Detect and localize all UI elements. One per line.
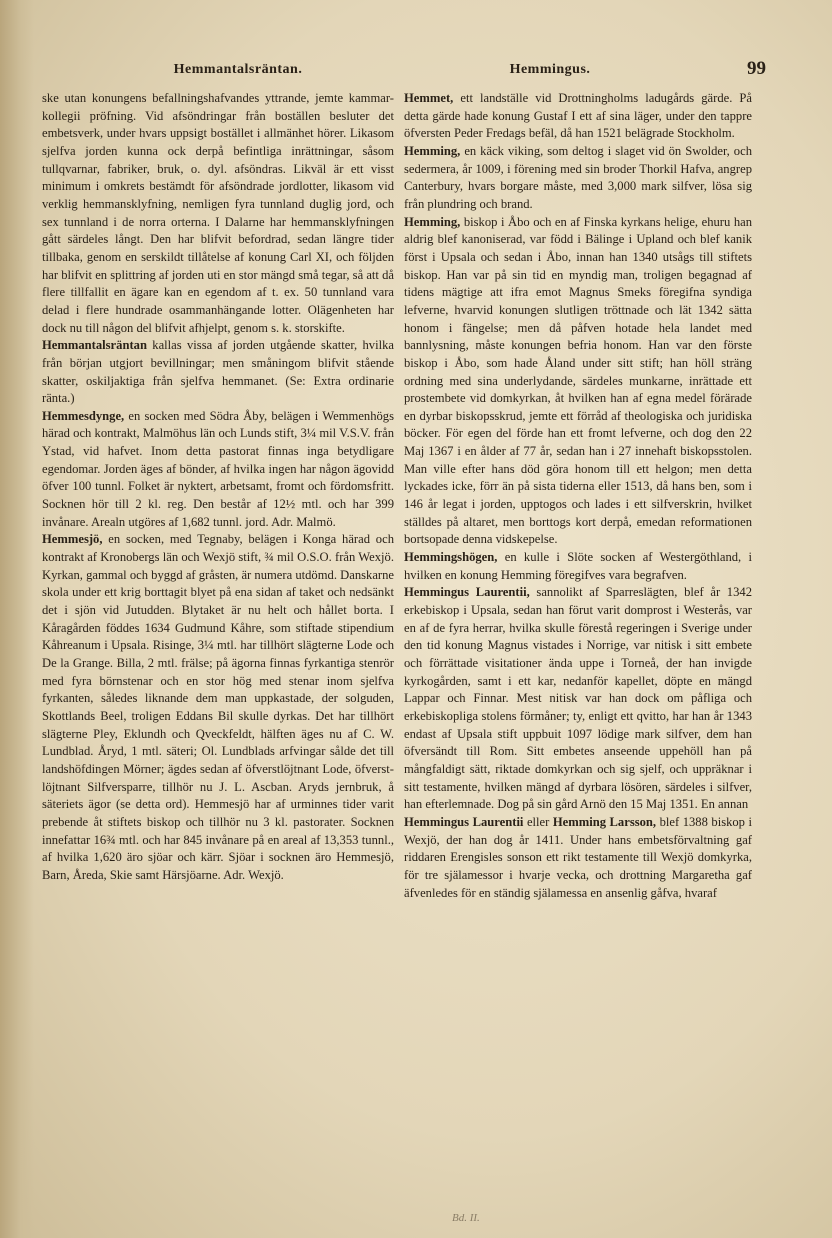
entry-headword: Hemmingshögen, bbox=[404, 550, 498, 565]
right-column bbox=[404, 90, 752, 902]
entry-headword: Hemming, bbox=[404, 143, 461, 158]
page-number: 99 bbox=[747, 58, 766, 79]
entry-text: ett landställe vid Drottningholms ladugårds gärde. På detta gärde hade konung Gustaf I ett af sina läger, under den tappre öfversten Peder Fredags befäl, då han 1521 belägrade Stockholm. bbox=[404, 91, 752, 141]
entry-headword-alt: Hemming Larsson, bbox=[552, 814, 657, 829]
entry-hemmet bbox=[404, 90, 752, 143]
entry-headword: Hemmantalsräntan bbox=[42, 338, 147, 353]
entry-hemming-larsson bbox=[404, 814, 752, 902]
entry-text: biskop i Åbo och en af Finska kyrkans helige, ehuru han aldrig blef kanoniserad, var född i Bälinge i Upland och blef kanik först i Upsala och sedan i Åbo, innan han 1340 utsågs till stiftets biskop. Han var på sin tid en myndig man, troligen begagnad af tidens mägtige att ifra emot Magnus Smeks föregifna syndiga lefverne, hvarvid konungen slutligen tröttnade och lät 1342 sätta honom i fängelse; men då påfven hotade hela landet med bannlysning, måste konungen befria honom. Han var den förste biskop i Åbo, som hade Åland under sitt stift; han höll sträng ordning med sina underlydande, särdeles munkarne, inrättade ett prostembete vid domkyrkan, åt hvilken han af egna medel förärade en dyrbar biskopsskrud, jemte ett förråd af theologiska och juridiska böcker. För egen del förde han ett fromt lefverne, och dog den 22 Maj 1367 i en ålder af 77 år, sedan han i 27 innehaft biskopsstolen. Man ville efter hans död göra honom till ett helgon; men detta lyckades icke, förr än på sista tiderna eller 1513, då hans ben, som i 146 år legat i jorden, upptogos och lades i ett silfverskrin, hvilket ställdes på altaret, men borttogs kort derpå, emedan reformationen bortsopade denna vidskepelse. bbox=[404, 214, 752, 547]
entry-text: ske utan konungens befallningshafvandes yttrande, jemte kammar-kollegii pröfning. Vid afsöndringar från boställen besluter det embetsverk, under hvars uppsigt bostället i allmänhet hörer. Likasom sjelfva jorden kunna ock derpå befintliga inrättningar, såsom tullqvarnar, fabriker, bruk, o. dyl. afsöndras. Likväl är ett visst minimum i omkrets bestämdt för afsöndrade jordlotter, likasom vid verklig hemmansklyfning, nemligen fyra tunnland duglig jord, och sex tunnland i de norra orterna. I Dalarne har hemmansklyfningen gått särdeles långt. Den har blifvit befordrad, sedan längre tider tillbaka, genom en serskildt tillåtelse af konung Carl XI, och följden har blifvit en splittring af jorden uti en stor mängd små tegar, så att då flere tillfallit en ägare kan en egendom af t. ex. 50 tunnland vara delad i flere hundrade osammanhängande lotter. Olägenheten har dock nu till någon del blifvit afhjelpt, genom s. k. storskifte. bbox=[42, 91, 394, 335]
entry-headword: Hemming, bbox=[404, 214, 461, 229]
entry-headword: Hemmingus Laurentii bbox=[404, 814, 524, 829]
entry-text: sannolikt af Sparreslägten, blef år 1342 erkebiskop i Upsala, sedan han förut varit domprost i Westerås, var en af de fyra herrar, hvilka skulle förestå regeringen i Sverige under den tid konung Magnus vistades i Norrige, var nitisk i sitt embete och förrättade visitationer ända uppe i Torneå, der han invigde kyrkogården, samt i ett kar, nedanför kapellet, döpte en mängd Lappar och Finnar. Mest nitisk var han dock om påfliga och erkebiskopliga stolens förmåner; ty, enligt ett qvitto, har han år 1343 endast af Upsala stift uppbuit 1097 lödige mark silfver, dem han öfversändt till Rom. Sitt embetes anseende uppehöll han på mångfaldigt sätt, riktade domkyrkan och sig sjelf, och uppräknar i sitt testamente, hvilken mängd af dyrbara lösören, särdeles i silfver, han efterlemnade. Dog på sin gård Arnö den 15 Maj 1351. En annan bbox=[404, 585, 752, 812]
page-spine-shadow bbox=[0, 0, 34, 1238]
entry-headword: Hemmesjö, bbox=[42, 532, 103, 547]
library-stamp: Bd. II. bbox=[452, 1212, 480, 1224]
running-head-right: Hemmingus. bbox=[509, 62, 591, 77]
entry-text: en socken, med Tegnaby, belägen i Konga härad och kontrakt af Kronobergs län och Wexjö stift, ¾ mil O.S.O. från Wexjö. Kyrkan, gammal och byggd af gråsten, är numera utdömd. Danskarne skola under ett krig borttagit blyet på ena sidan af taket och nedsänkt det i sjön vid Jutudden. Blytaket är nu helt och hållet borta. I Kåragården föddes 1634 Gudmund Kåhre, som stiftade stipendium Kåhreanum i Upsala. Risinge, 3¼ mtl. har tillhört slägterne Lode och De la Grange. Billa, 2 mtl. frälse; på ägorna finnas fyrkantiga stenrör med fyra börnstenar och en stor hög med stenar inom sjelfva fyrkanten, således liknande dem man uppkastade, der solguden, Skottlands Beel, troligen Eddans Bil skulle dyrkas. Det har tillhört slägterne Pley, Eklundh och Qveckfeldt, hälften äges nu af C. W. Lundblad. Åryd, 1 mtl. säteri; Ol. Lundblads arfvingar sålde det till landshöfdingen Mörner; ägdes sedan af öfverstlöjtnant Lode, öfverst-löjtnant Silfversparre, tillhör nu J. L. Ascban. Aryds jernbruk, å säteriets ägor (se detta ord). Hemmesjö har af urminnes tider varit prebende åt stiftets biskop och tillhör nu 3 kl. pastorater. Socknen innefattar 16¾ mtl. och har 845 invånare på en areal af 13,353 tunnl., af hvilka 1,620 äro sjöar och kärr. Sjöar i socknen äro Hemmesjö, Barn, Åreda, Skie samt Härsjöarne. Adr. Wexjö. bbox=[42, 532, 394, 882]
entry-text: blef 1388 biskop i Wexjö, der han dog år 1411. Under hans embetsförvaltning gaf riddaren Erengisles sonson ett rikt testamente till Wexjö domkyrka, för tre själamessor i hvarje vecka, och drottning Margaretha gaf äfvenledes för en ständig själamessa en ansenlig gåfva, hvaraf bbox=[404, 814, 752, 900]
entry-hemmesdynge bbox=[42, 408, 394, 532]
page-header bbox=[0, 58, 832, 82]
entry-hemming-biskop bbox=[404, 214, 752, 549]
entry-hemmantalsrantan bbox=[42, 337, 394, 408]
entry-headword: Hemmet, bbox=[404, 91, 454, 105]
entry-text: kallas vissa af jorden utgående skatter, hvilka från början utgjort bevillningar; men småningom blifvit stående skatter, oskiljaktiga från sjelfva hemmanet. (Se: Extra ordinarie ränta.) bbox=[42, 338, 394, 406]
entry-hemmesjo bbox=[42, 531, 394, 884]
entry-hemmingshogen bbox=[404, 549, 752, 584]
entry-text: en käck viking, som deltog i slaget vid ön Swolder, och sedermera, år 1009, i förening med sin broder Thorkil Hafva, angrep Canterbury, hvars borgare måste, med 3,000 mark silfver, lösa sig från plundring och brand. bbox=[404, 143, 752, 211]
entry-headword: Hemmingus Laurentii, bbox=[404, 585, 530, 600]
entry-continuation bbox=[42, 90, 394, 337]
running-head-left: Hemmantalsräntan. bbox=[173, 62, 303, 77]
entry-hemming-viking bbox=[404, 143, 752, 214]
entry-text: en kulle i Slöte socken af Westergöthland, i hvilken en konung Hemming föregifves vara begrafven. bbox=[404, 550, 752, 582]
entry-text: eller bbox=[523, 814, 553, 829]
entry-headword: Hemmesdynge, bbox=[42, 408, 125, 423]
entry-hemmingus-laurentii bbox=[404, 584, 752, 814]
left-column bbox=[42, 90, 394, 885]
entry-text: en socken med Södra Åby, belägen i Wemmenhögs härad och kontrakt, Malmöhus län och Lunds stift, 3¼ mil V.S.V. från Ystad, vid hafvet. Inom detta pastorat finnas inga betydligare egendomar. Jorden äges af bönder, af hvilka ingen har någon ägovidd öfver 100 tunnl. Folket är nyktert, arbetsamt, fromt och fördomsfritt. Socknen hör till 2 kl. reg. Den består af 12½ mtl. och har 399 invånare. Arealn utgöres af 1,682 tunnl. jord. Adr. Malmö. bbox=[42, 408, 394, 529]
